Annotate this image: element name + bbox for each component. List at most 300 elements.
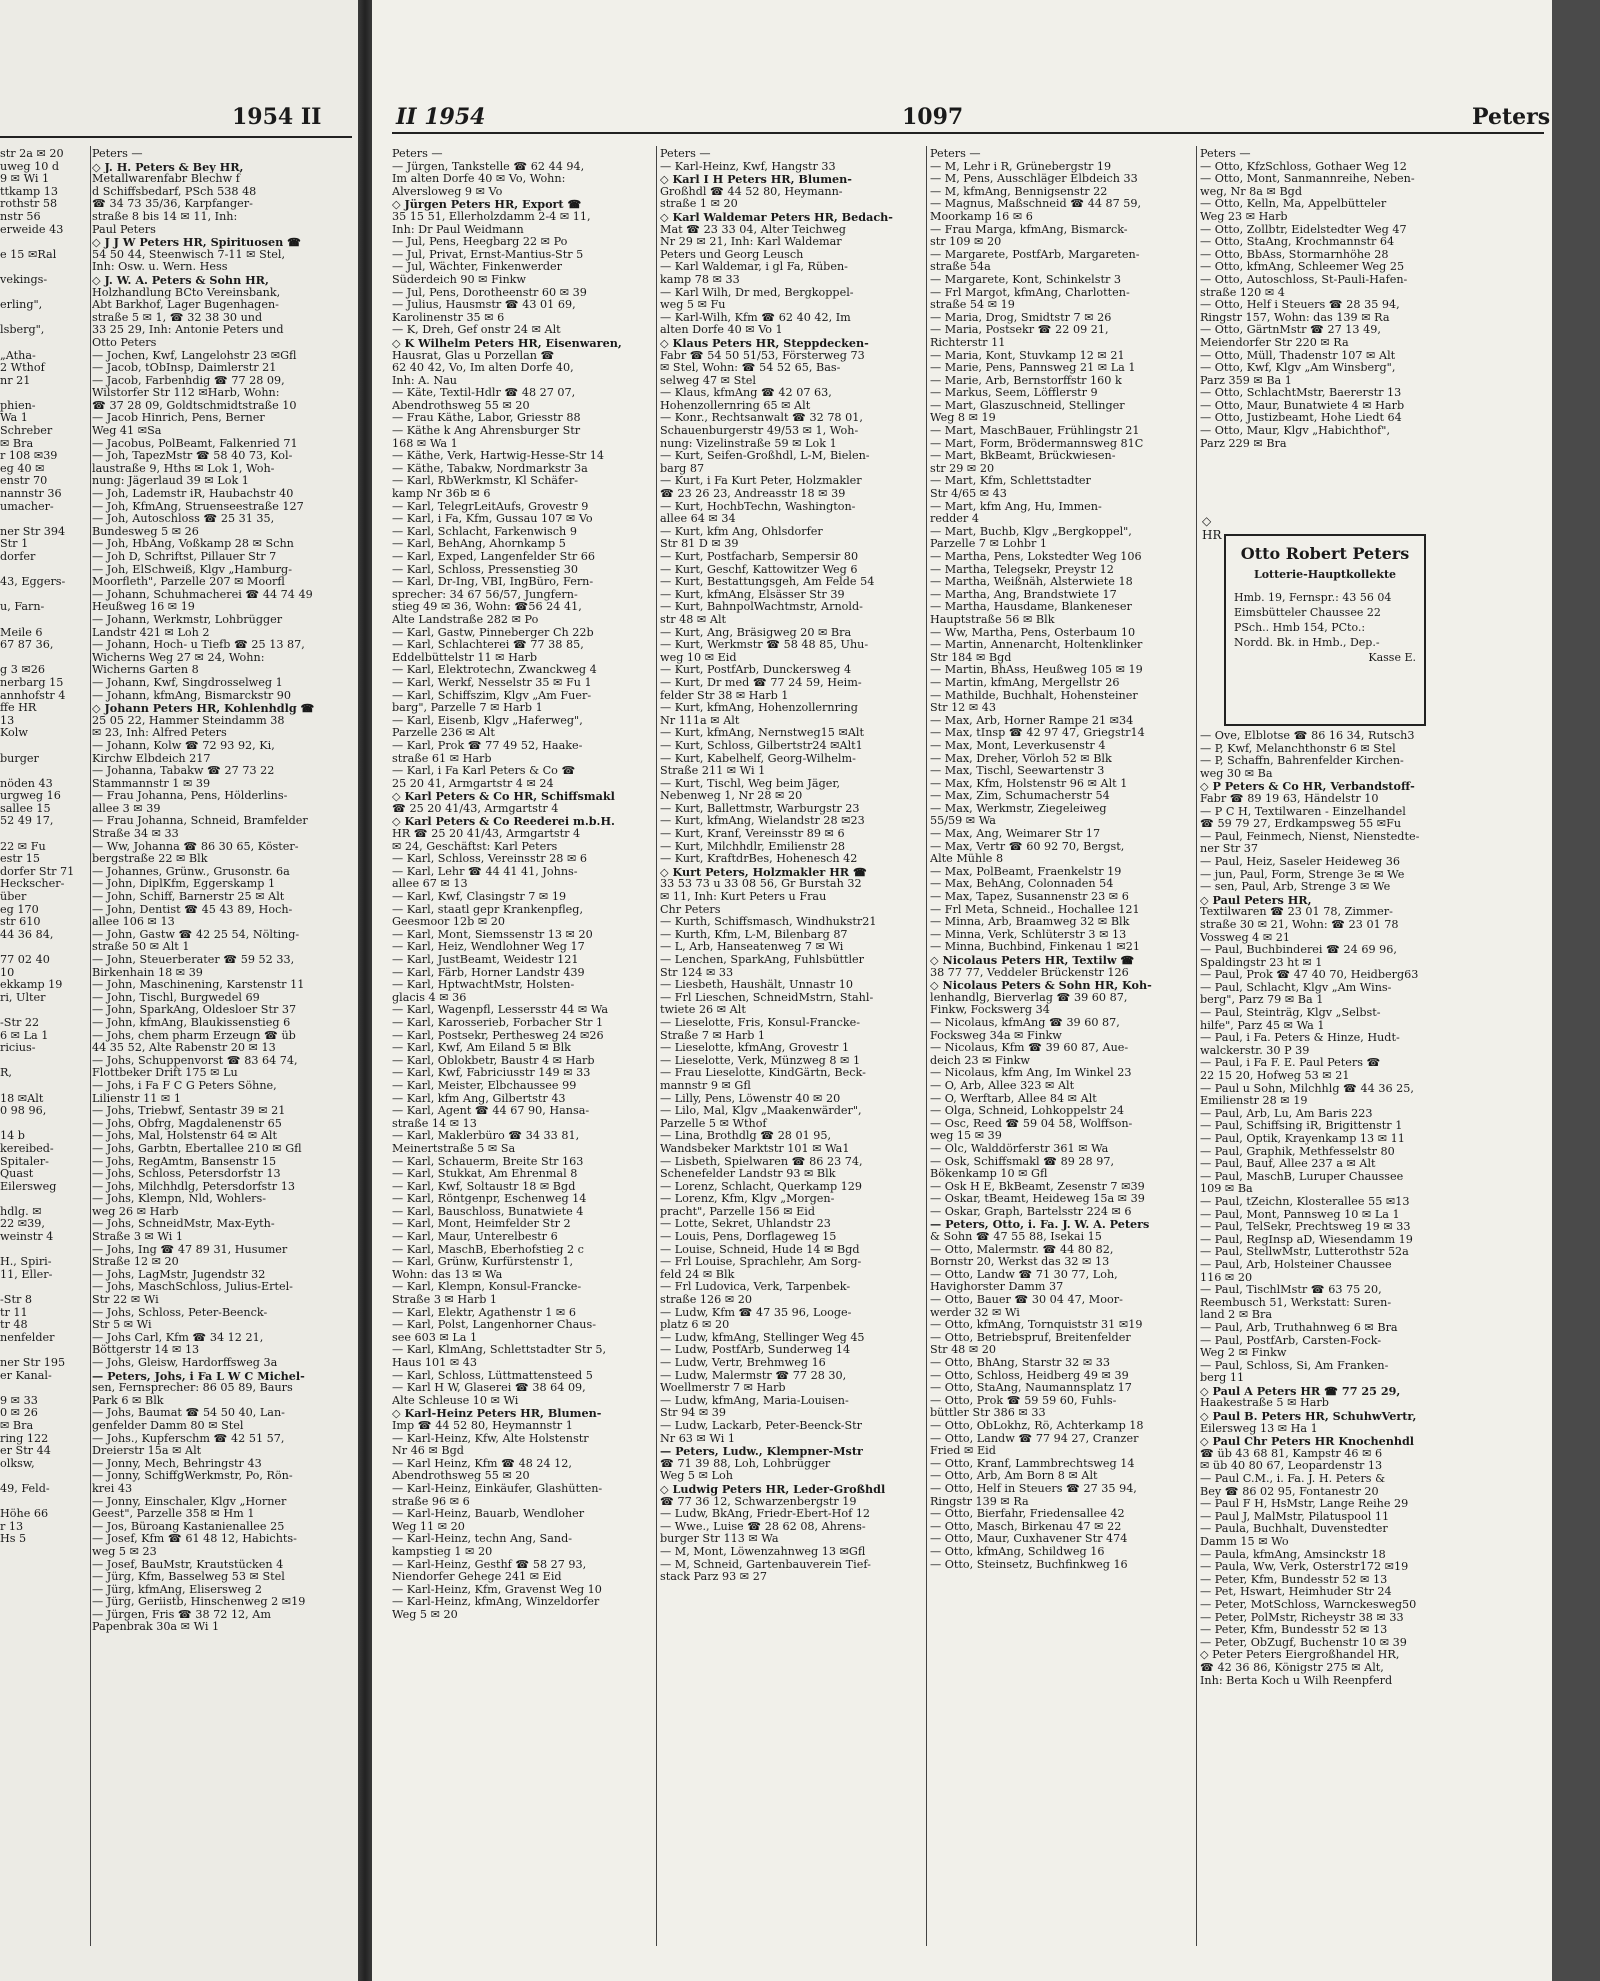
directory-entry-line: — Johs, SchneidMstr, Max-Eyth- bbox=[92, 1218, 275, 1231]
left-edge-line: er Kanal- bbox=[0, 1368, 52, 1382]
directory-entry-line: — Johann, Hoch- u Tiefb ☎ 25 13 87, bbox=[92, 639, 305, 652]
directory-entry-line: — Liesbeth, Haushält, Unnastr 10 bbox=[660, 979, 854, 992]
directory-entry-line: ◇ K Wilhelm Peters HR, Eisenwaren, bbox=[392, 336, 622, 350]
directory-entry-line: werder 32 ✉ Wi bbox=[930, 1306, 1020, 1319]
directory-entry-line: — Frl Margot, kfmAng, Charlotten- bbox=[930, 286, 1130, 299]
directory-entry-line: — Peter, MotSchloss, Warnckesweg50 bbox=[1200, 1598, 1417, 1611]
directory-entry-line: — Martin, kfmAng, Mergellstr 26 bbox=[930, 676, 1120, 689]
directory-entry-line: — Karl, Dr-Ing, VBI, IngBüro, Fern- bbox=[392, 576, 594, 589]
directory-entry-line: — Karl, Gastw, Pinneberger Ch 22b bbox=[392, 626, 594, 639]
directory-entry-line: Eilersweg 13 ✉ Ha 1 bbox=[1200, 1422, 1318, 1435]
left-edge-line: enstr 70 bbox=[0, 474, 48, 488]
directory-entry-line: — Otto, kfmAng, Tornquiststr 31 ✉19 bbox=[930, 1319, 1143, 1332]
directory-entry-line: büttler Str 386 ✉ 33 bbox=[930, 1407, 1046, 1420]
directory-entry-line: — Lieselotte, Fris, Konsul-Francke- bbox=[660, 1016, 861, 1029]
directory-entry-line: — Kurt, Dr med ☎ 77 24 59, Heim- bbox=[660, 676, 862, 689]
directory-entry-line: Haakestraße 5 ✉ Harb bbox=[1200, 1397, 1329, 1410]
directory-entry-line: Stammannstr 1 ✉ 39 bbox=[92, 777, 211, 790]
directory-column-4-bottom bbox=[1200, 730, 1462, 1687]
directory-entry-line: Vossweg 4 ✉ 21 bbox=[1200, 931, 1291, 944]
directory-entry-line: Böttgerstr 14 ✉ 13 bbox=[92, 1344, 200, 1357]
directory-entry-line: 54 50 44, Steenwisch 7-11 ✉ Stel, bbox=[92, 248, 285, 261]
directory-entry-line: — Johs, Garbtn, Ebertallee 210 ✉ Gfl bbox=[92, 1142, 302, 1155]
directory-entry-line: — Max, Tapez, Susannenstr 23 ✉ 6 bbox=[930, 891, 1129, 904]
directory-entry-line: Emilienstr 28 ✉ 19 bbox=[1200, 1095, 1308, 1108]
directory-entry-line: — Kurt, Kranf, Vereinsstr 89 ✉ 6 bbox=[660, 828, 845, 841]
left-edge-line: Str 1 bbox=[0, 537, 29, 551]
directory-entry-line: str 29 ✉ 20 bbox=[930, 462, 995, 475]
directory-entry-line: — Karl, Kwf, Fabriciusstr 149 ✉ 33 bbox=[392, 1067, 591, 1080]
directory-entry-line: — Max, Tischl, Seewartenstr 3 bbox=[930, 765, 1105, 778]
left-edge-line: Höhe 66 bbox=[0, 1507, 49, 1521]
directory-entry-line: mannstr 9 ✉ Gfl bbox=[660, 1079, 751, 1092]
directory-entry-line: — sen, Paul, Arb, Strenge 3 ✉ We bbox=[1200, 881, 1391, 894]
directory-entry-line: allee 64 ✉ 34 bbox=[660, 513, 736, 526]
directory-entry-line: — Ludw, BkAng, Friedr-Ebert-Hof 12 bbox=[660, 1508, 871, 1521]
directory-entry-line: Parzelle 236 ✉ Alt bbox=[392, 727, 495, 740]
left-edge-line: Heckscher- bbox=[0, 877, 65, 891]
directory-entry-line: genfelder Damm 80 ✉ Stel bbox=[92, 1419, 244, 1432]
directory-entry-line: — Otto, Zollbtr, Eidelstedter Weg 47 bbox=[1200, 223, 1407, 236]
directory-entry-line: Nr 111a ✉ Alt bbox=[660, 714, 740, 727]
directory-entry-line: Peters — bbox=[92, 148, 143, 160]
directory-entry-line: Str 22 ✉ Wi bbox=[92, 1294, 159, 1307]
directory-entry-line: — Karl, Kwf, Clasingstr 7 ✉ 19 bbox=[392, 891, 567, 904]
directory-entry-line: ◇ Nicolaus Peters HR, Textilw ☎ bbox=[930, 954, 1135, 967]
directory-entry-line: — Kurt, Geschf, Kattowitzer Weg 6 bbox=[660, 563, 858, 576]
left-edge-line: weinstr 4 bbox=[0, 1230, 54, 1244]
left-edge-line: nenfelder bbox=[0, 1330, 55, 1344]
directory-entry-line: — Mart, BkBeamt, Brückwiesen- bbox=[930, 450, 1116, 463]
directory-entry-line: — Karl, KlmAng, Schlettstadter Str 5, bbox=[392, 1344, 607, 1357]
directory-entry-line: Geest", Parzelle 358 ✉ Hm 1 bbox=[92, 1508, 255, 1521]
left-edge-line: ✉ Bra bbox=[0, 1418, 34, 1432]
directory-entry-line: — Paul, Steinträg, Klgv „Selbst- bbox=[1200, 1007, 1381, 1020]
directory-entry-line: Niendorfer Gehege 241 ✉ Eid bbox=[392, 1571, 562, 1584]
directory-entry-line: Bökenkamp 10 ✉ Gfl bbox=[930, 1168, 1048, 1181]
directory-entry-line: — Paul, Bauf, Allee 237 a ✉ Alt bbox=[1200, 1158, 1376, 1171]
directory-entry-line: — Karl, MaschB, Eberhofstieg 2 c bbox=[392, 1243, 584, 1256]
directory-entry-line: 25 05 22, Hammer Steindamm 38 bbox=[92, 714, 285, 727]
directory-entry-line: laustraße 9, Hths ✉ Lok 1, Woh- bbox=[92, 462, 275, 475]
directory-entry-line: — Otto, ObLokhz, Rö, Achterkamp 18 bbox=[930, 1419, 1144, 1432]
directory-entry-line: Wilstorfer Str 112 ✉Harb, Wohn: bbox=[92, 387, 280, 400]
left-edge-line: ttkamp 13 bbox=[0, 184, 59, 198]
directory-entry-line: — Kurt, kfm Ang, Ohlsdorfer bbox=[660, 525, 823, 538]
left-edge-line: ring 122 bbox=[0, 1431, 49, 1445]
running-head: Peters bbox=[1472, 104, 1551, 130]
left-edge-line: er Str 44 bbox=[0, 1444, 51, 1458]
left-edge-line: 0 98 96, bbox=[0, 1104, 47, 1118]
directory-entry-line: Str 124 ✉ 33 bbox=[660, 966, 734, 979]
directory-entry-line: Str 48 ✉ 20 bbox=[930, 1344, 997, 1357]
directory-entry-line: straße 1 ✉ 20 bbox=[660, 198, 738, 211]
directory-entry-line: — Otto, BbAss, Stormarnhöhe 28 bbox=[1200, 248, 1389, 261]
directory-entry-line: — Lieselotte, kfmAng, Grovestr 1 bbox=[660, 1042, 850, 1055]
directory-entry-line: Lilienstr 11 ✉ 1 bbox=[92, 1092, 181, 1105]
directory-entry-line: Hausrat, Glas u Porzellan ☎ bbox=[392, 349, 555, 362]
directory-entry-line: — Karl, Färb, Horner Landstr 439 bbox=[392, 966, 585, 979]
left-edge-line: tr 11 bbox=[0, 1305, 28, 1319]
directory-entry-line: — John, DiplKfm, Eggerskamp 1 bbox=[92, 878, 276, 891]
directory-entry-line: — Otto, Autoschloss, St-Pauli-Hafen- bbox=[1200, 273, 1408, 286]
directory-entry-line: ◇ J J W Peters HR, Spirituosen ☎ bbox=[92, 236, 302, 249]
directory-entry-line: — Otto, SchlachtMstr, Baererstr 13 bbox=[1200, 387, 1402, 400]
directory-entry-line: — Otto, Maur, Klgv „Habichthof", bbox=[1200, 425, 1391, 438]
directory-entry-line: Bornstr 20, Werkst das 32 ✉ 13 bbox=[930, 1256, 1110, 1269]
directory-entry-line: ◇ Karl Peters & Co Reederei m.b.H. bbox=[392, 815, 615, 829]
directory-entry-line: — Kurt, Milchhdlr, Emilienstr 28 bbox=[660, 840, 845, 853]
directory-entry-line: ◇ Jürgen Peters HR, Export ☎ bbox=[392, 198, 582, 211]
directory-entry-line: — Nicolaus, kfm Ang, Im Winkel 23 bbox=[930, 1067, 1132, 1080]
directory-entry-line: — Johs, Milchhdlg, Petersdorfstr 13 bbox=[92, 1180, 295, 1193]
directory-entry-line: — M, Mont, Löwenzahnweg 13 ✉Gfl bbox=[660, 1545, 866, 1558]
directory-entry-line: — Otto, Betriebspruf, Breitenfelder bbox=[930, 1331, 1131, 1344]
directory-entry-line: — Karl H W, Glaserei ☎ 38 64 09, bbox=[392, 1382, 586, 1395]
directory-entry-line: — Joh, ElSchweiß, Klgv „Hamburg- bbox=[92, 563, 292, 576]
left-edge-line: 0 ✉ 26 bbox=[0, 1406, 38, 1420]
directory-entry-line: ◇ Paul B. Peters HR, SchuhwVertr, bbox=[1200, 1410, 1417, 1423]
left-edge-line: ffe HR bbox=[0, 701, 37, 715]
directory-entry-line: — K, Dreh, Gef onstr 24 ✉ Alt bbox=[392, 324, 561, 337]
directory-entry-line: straße 61 ✉ Harb bbox=[392, 752, 492, 765]
directory-entry-line: — O, Arb, Allee 323 ✉ Alt bbox=[930, 1079, 1075, 1092]
directory-entry-line: Focksweg 34a ✉ Finkw bbox=[930, 1029, 1062, 1042]
directory-entry-line: — Paul, Arb, Lu, Am Baris 223 bbox=[1200, 1107, 1373, 1120]
directory-entry-line: 33 25 29, Inh: Antonie Peters und bbox=[92, 324, 284, 337]
header-rule bbox=[392, 132, 1544, 134]
directory-entry-line: ◇ Karl Peters & Co HR, Schiffsmakl bbox=[392, 790, 615, 803]
left-edge-line: str 610 bbox=[0, 915, 41, 929]
directory-entry-line: — Paul, Optik, Krayenkamp 13 ✉ 11 bbox=[1200, 1133, 1405, 1145]
directory-entry-line: Weg 5 ✉ 20 bbox=[392, 1608, 458, 1621]
directory-entry-line: — Karl, Bauschloss, Bunatwiete 4 bbox=[392, 1205, 584, 1218]
directory-entry-line: Moorfleth", Parzelle 207 ✉ Moorfl bbox=[92, 576, 285, 589]
directory-entry-line: — Karl, Meister, Elbchaussee 99 bbox=[392, 1079, 577, 1092]
directory-entry-line: Im alten Dorfe 40 ✉ Vo, Wohn: bbox=[392, 173, 566, 186]
directory-entry-line: allee 106 ✉ 13 bbox=[92, 916, 175, 929]
directory-entry-line: — Jul, Pens, Heegbarg 22 ✉ Po bbox=[392, 236, 568, 249]
directory-entry-line: 22 15 20, Hofweg 53 ✉ 21 bbox=[1200, 1070, 1350, 1083]
directory-entry-line: — Karl, Werkf, Nesselstr 35 ✉ Fu 1 bbox=[392, 676, 592, 689]
directory-entry-line: 55/59 ✉ Wa bbox=[930, 815, 996, 828]
left-edge-line bbox=[0, 828, 90, 841]
directory-entry-line: weg 15 ✉ 39 bbox=[930, 1130, 1002, 1143]
directory-entry-line: — Karl, Mont, Heimfelder Str 2 bbox=[392, 1218, 571, 1231]
directory-entry-line: — Paul, Heiz, Saseler Heideweg 36 bbox=[1200, 855, 1400, 868]
directory-entry-line: — Paul, RegInsp aD, Wiesendamm 19 bbox=[1200, 1233, 1413, 1246]
directory-entry-line: Hauptstraße 56 ✉ Blk bbox=[930, 613, 1055, 626]
left-page bbox=[0, 0, 358, 1981]
directory-entry-line: Straße 211 ✉ Wi 1 bbox=[660, 765, 766, 778]
directory-entry-line: Alte Mühle 8 bbox=[930, 853, 1004, 866]
directory-entry-line: alten Dorfe 40 ✉ Vo 1 bbox=[660, 324, 783, 337]
directory-entry-line: — Kurt, Seifen-Großhdl, L-M, Bielen- bbox=[660, 450, 870, 463]
directory-entry-line: Finkw, Fockswerg 34 bbox=[930, 1004, 1050, 1017]
left-edge-line: über bbox=[0, 890, 27, 904]
left-edge-line: r 13 bbox=[0, 1519, 24, 1533]
ad-line-4: Nordd. Bk. in Hmb., Dep.- bbox=[1234, 636, 1380, 649]
left-edge-line: Wa 1 bbox=[0, 411, 28, 425]
directory-entry-line: walckerstr. 30 P 39 bbox=[1200, 1044, 1310, 1057]
directory-entry-line: hilfe", Parz 45 ✉ Wa 1 bbox=[1200, 1019, 1325, 1032]
directory-entry-line: Flottbeker Drift 175 ✉ Lu bbox=[92, 1067, 238, 1080]
directory-entry-line: — Josef, BauMstr, Krautstücken 4 bbox=[92, 1558, 284, 1571]
directory-entry-line: — Karl-Heinz, Einkäufer, Glashütten- bbox=[392, 1482, 603, 1495]
directory-entry-line: — Paul u Sohn, Milchhlg ☎ 44 36 25, bbox=[1200, 1082, 1414, 1095]
directory-entry-line: straße 96 ✉ 6 bbox=[392, 1495, 470, 1508]
directory-entry-line: — Frau Käthe, Labor, Griesstr 88 bbox=[392, 412, 581, 425]
directory-entry-line: — Kurt, HochbTechn, Washington- bbox=[660, 500, 856, 513]
directory-entry-line: — P C H, Textilwaren - Einzelhandel bbox=[1200, 805, 1406, 818]
directory-entry-line: — M, Pens, Ausschläger Elbdeich 33 bbox=[930, 173, 1138, 186]
directory-entry-line: — Pet, Hswart, Heimhuder Str 24 bbox=[1200, 1586, 1392, 1599]
directory-entry-line: — Karl-Heinz, Kwf, Hangstr 33 bbox=[660, 160, 836, 173]
directory-entry-line: — Kurth, Kfm, L-M, Bilenbarg 87 bbox=[660, 928, 848, 941]
directory-entry-line: — Otto, Arb, Am Born 8 ✉ Alt bbox=[930, 1470, 1098, 1483]
directory-entry-line: — Kurt, kfmAng, Hohenzollernring bbox=[660, 702, 858, 715]
directory-entry-line: — Otto, Bauer ☎ 30 04 47, Moor- bbox=[930, 1294, 1123, 1307]
directory-entry-line: — Otto, Justizbeamt, Hohe Liedt 64 bbox=[1200, 412, 1402, 425]
directory-entry-line: — Max, Kfm, Holstenstr 96 ✉ Alt 1 bbox=[930, 777, 1128, 790]
directory-entry-line: — Jochen, Kwf, Langelohstr 23 ✉Gfl bbox=[92, 349, 297, 362]
directory-entry-line: — Paul, MaschB, Luruper Chaussee bbox=[1200, 1170, 1404, 1183]
directory-entry-line: ☎ 25 20 41/43, Armgartstr 4 bbox=[392, 802, 559, 815]
directory-entry-line: — Maria, Drog, Smidtstr 7 ✉ 26 bbox=[930, 311, 1112, 324]
directory-entry-line: — Johs, LagMstr, Jugendstr 32 bbox=[92, 1268, 266, 1281]
directory-entry-line: barg 87 bbox=[660, 462, 705, 475]
directory-entry-line: — Johs, MaschSchloss, Julius-Ertel- bbox=[92, 1281, 293, 1294]
directory-entry-line: — Jacobus, PolBeamt, Falkenried 71 bbox=[92, 437, 298, 450]
directory-entry-line: — Frl Meta, Schneid., Hochallee 121 bbox=[930, 903, 1140, 916]
directory-entry-line: — Johs, Schuppenvorst ☎ 83 64 74, bbox=[92, 1054, 298, 1067]
directory-entry-line: — Karl, RbWerkmstr, Kl Schäfer- bbox=[392, 475, 578, 488]
directory-entry-line: — Karl, TelegrLeitAufs, Grovestr 9 bbox=[392, 500, 589, 513]
directory-entry-line: Parz 229 ✉ Bra bbox=[1200, 437, 1287, 450]
directory-entry-line: — Frau Marga, kfmAng, Bismarck- bbox=[930, 223, 1128, 236]
directory-entry-line: Imp ☎ 44 52 80, Heymannstr 1 bbox=[392, 1419, 573, 1432]
directory-entry-line: Weg 23 ✉ Harb bbox=[1200, 210, 1288, 223]
column-divider-3 bbox=[1196, 146, 1197, 1946]
directory-entry-line: — M, Schneid, Gartenbauverein Tief- bbox=[660, 1558, 871, 1571]
left-edge-line: 9 ✉ Wi 1 bbox=[0, 172, 50, 186]
directory-entry-line: redder 4 bbox=[930, 513, 979, 526]
directory-entry-line: — Ove, Elblotse ☎ 86 16 34, Rutsch3 bbox=[1200, 730, 1415, 742]
directory-column-2 bbox=[660, 148, 924, 1584]
directory-entry-line: — Minna, Verk, Schlüterstr 3 ✉ 13 bbox=[930, 928, 1127, 941]
directory-entry-line: — Karl, Kwf, Am Eiland 5 ✉ Blk bbox=[392, 1042, 571, 1055]
directory-entry-line: Abendrothsweg 55 ✉ 20 bbox=[392, 1470, 530, 1483]
left-column-divider bbox=[90, 146, 91, 1946]
left-edge-line: vekings- bbox=[0, 272, 48, 286]
directory-entry-line: — Otto, kfmAng, Schildweg 16 bbox=[930, 1545, 1105, 1558]
directory-entry-line: — Johs Carl, Kfm ☎ 34 12 21, bbox=[92, 1331, 264, 1344]
directory-entry-line: — Karl, Lehr ☎ 44 41 41, Johns- bbox=[392, 865, 578, 878]
directory-entry-line: — Ww, Martha, Pens, Osterbaum 10 bbox=[930, 626, 1136, 639]
directory-entry-line: Spaldingstr 23 ht ✉ 1 bbox=[1200, 956, 1323, 969]
directory-entry-line: — Karl, Schloss, Pressenstieg 30 bbox=[392, 563, 579, 576]
left-edge-line: annhofstr 4 bbox=[0, 688, 66, 702]
directory-entry-line: — Otto, Landw ☎ 77 94 27, Cranzer bbox=[930, 1432, 1139, 1445]
directory-entry-line: Alte Landstraße 282 ✉ Po bbox=[392, 613, 539, 626]
directory-entry-line: — Josef, Kfm ☎ 61 48 12, Habichts- bbox=[92, 1533, 297, 1546]
directory-entry-line: — Kurt, Ang, Bräsigweg 20 ✉ Bra bbox=[660, 626, 852, 639]
directory-entry-line: berg", Parz 79 ✉ Ba 1 bbox=[1200, 994, 1324, 1007]
directory-entry-line: — Karl, Klempn, Konsul-Francke- bbox=[392, 1281, 582, 1294]
directory-entry-line: — Jul, Wächter, Finkenwerder bbox=[392, 261, 562, 274]
book-gutter bbox=[358, 0, 372, 1981]
left-edge-line: kereibed- bbox=[0, 1141, 54, 1155]
lottery-advertisement bbox=[1224, 534, 1426, 726]
directory-entry-line: — Johs, Gleisw, Hardorffsweg 3a bbox=[92, 1357, 278, 1369]
directory-entry-line: ◇ J. H. Peters & Bey HR, bbox=[92, 160, 244, 174]
directory-entry-line: ☎ 77 36 12, Schwarzenbergstr 19 bbox=[660, 1495, 857, 1508]
directory-entry-line: — Osk, Schiffsmakl ☎ 89 28 97, bbox=[930, 1155, 1115, 1168]
directory-entry-line: — M, kfmAng, Bennigsenstr 22 bbox=[930, 185, 1108, 198]
directory-entry-line: ☎ üb 43 68 81, Kampstr 46 ✉ 6 bbox=[1200, 1447, 1383, 1460]
left-edge-line bbox=[0, 1193, 90, 1206]
directory-entry-line: Str 81 D ✉ 39 bbox=[660, 538, 739, 551]
directory-entry-line: — Karl, Kwf, Soltaustr 18 ✉ Bgd bbox=[392, 1180, 576, 1193]
directory-entry-line: — Johannes, Grünw., Grusonstr. 6a bbox=[92, 865, 290, 878]
column-divider-1 bbox=[656, 146, 657, 1946]
directory-entry-line: — Otto, kfmAng, Schleemer Weg 25 bbox=[1200, 261, 1405, 274]
left-edge-line: uweg 10 d bbox=[0, 159, 60, 173]
directory-entry-line: — Joh, Autoschloss ☎ 25 31 35, bbox=[92, 513, 275, 526]
directory-entry-line: — Paul, Prok ☎ 47 40 70, Heidberg63 bbox=[1200, 969, 1419, 982]
directory-entry-line: — Karl, i Fa, Kfm, Gussau 107 ✉ Vo bbox=[392, 513, 593, 526]
left-edge-line: 9 ✉ 33 bbox=[0, 1393, 38, 1407]
left-edge-line: ekkamp 19 bbox=[0, 978, 63, 992]
directory-entry-line: Weg 41 ✉Sa bbox=[92, 425, 162, 438]
left-edge-line: rothstr 58 bbox=[0, 197, 58, 211]
right-page-header-left: II 1954 bbox=[396, 104, 486, 130]
directory-entry-line: — Karl, i Fa Karl Peters & Co ☎ bbox=[392, 765, 576, 778]
directory-entry-line: — Karl, HptwachtMstr, Holsten- bbox=[392, 979, 575, 992]
directory-entry-line: stieg 49 ✉ 36, Wohn: ☎56 24 41, bbox=[392, 601, 582, 614]
directory-entry-line: d Schiffsbedarf, PSch 538 48 bbox=[92, 185, 257, 198]
directory-entry-line: — Lorenz, Kfm, Klgv „Morgen- bbox=[660, 1193, 835, 1206]
directory-entry-line: weg 5 ✉ 23 bbox=[92, 1545, 157, 1558]
directory-entry-line: — Paul, i Fa F. E. Paul Peters ☎ bbox=[1200, 1057, 1381, 1070]
directory-entry-line: Weg 2 ✉ Finkw bbox=[1200, 1347, 1287, 1360]
directory-entry-line: — Johs, Schloss, Petersdorfstr 13 bbox=[92, 1168, 281, 1181]
left-edge-line: eg 170 bbox=[0, 902, 39, 916]
left-edge-line: urgweg 16 bbox=[0, 789, 61, 803]
directory-column-3 bbox=[930, 148, 1192, 1571]
directory-entry-line: Meiendorfer Str 220 ✉ Ra bbox=[1200, 336, 1349, 349]
directory-entry-line: — Otto, GärtnMstr ☎ 27 13 49, bbox=[1200, 324, 1381, 337]
directory-entry-line: — Kurt, Bestattungsgeh, Am Felde 54 bbox=[660, 576, 875, 589]
directory-entry-line: — Karl-Heinz, Kfw, Alte Holstenstr bbox=[392, 1432, 589, 1445]
ad-line-5: Kasse E. bbox=[1368, 651, 1416, 664]
directory-entry-line: straße 50 ✉ Alt 1 bbox=[92, 941, 190, 954]
directory-entry-line: — Olga, Schneid, Lohkoppelstr 24 bbox=[930, 1105, 1125, 1118]
directory-entry-line: nung: Jägerlaud 39 ✉ Lok 1 bbox=[92, 475, 249, 488]
directory-entry-line: Alte Schleuse 10 ✉ Wi bbox=[392, 1394, 519, 1407]
directory-entry-line: barg", Parzelle 7 ✉ Harb 1 bbox=[392, 702, 543, 715]
directory-entry-line: Nebenweg 1, Nr 28 ✉ 20 bbox=[660, 790, 803, 803]
directory-entry-line: — Paul, Graphik, Methfesselstr 80 bbox=[1200, 1145, 1395, 1158]
directory-entry-line: — Otto, Masch, Birkenau 47 ✉ 22 bbox=[930, 1520, 1122, 1533]
directory-entry-line: — Joh, HbAng, Voßkamp 28 ✉ Schn bbox=[92, 538, 294, 551]
directory-entry-line: — L, Arb, Hanseatenweg 7 ✉ Wi bbox=[660, 941, 844, 954]
directory-entry-line: felder Str 38 ✉ Harb 1 bbox=[660, 689, 789, 702]
directory-entry-line: straße 5 ✉ 1, ☎ 32 38 30 und bbox=[92, 311, 263, 324]
directory-entry-line: Straße 12 ✉ 20 bbox=[92, 1256, 179, 1269]
directory-entry-line: 116 ✉ 20 bbox=[1200, 1271, 1253, 1284]
directory-entry-line: ✉ Stel, Wohn: ☎ 54 52 65, Bas- bbox=[660, 362, 841, 375]
directory-entry-line: Peters — bbox=[660, 148, 711, 160]
directory-entry-line: allee 67 ✉ 13 bbox=[392, 878, 468, 891]
directory-entry-line: — Johann, kfmAng, Bismarckstr 90 bbox=[92, 689, 292, 702]
directory-entry-line: — Lilo, Mal, Klgv „Maakenwärder", bbox=[660, 1105, 862, 1118]
directory-entry-line: ◇ Ludwig Peters HR, Leder-Großhdl bbox=[660, 1482, 886, 1496]
directory-entry-line: — Karl, JustBeamt, Weidestr 121 bbox=[392, 954, 579, 966]
directory-entry-line: — Ludw, Kfm ☎ 47 35 96, Looge- bbox=[660, 1306, 852, 1319]
directory-entry-line: Nr 29 ✉ 21, Inh: Karl Waldemar bbox=[660, 236, 842, 249]
directory-entry-line: — Louise, Schneid, Hude 14 ✉ Bgd bbox=[660, 1243, 860, 1256]
directory-entry-line: Abendrothsweg 55 ✉ 20 bbox=[392, 399, 530, 412]
left-edge-line: nannstr 36 bbox=[0, 487, 62, 501]
directory-entry-line: — Karl, Röntgenpr, Eschenweg 14 bbox=[392, 1193, 587, 1206]
directory-entry-line: straße 14 ✉ 13 bbox=[392, 1117, 477, 1130]
directory-entry-line: sprecher: 34 67 56/57, Jungfern- bbox=[392, 588, 578, 601]
directory-entry-line: selweg 47 ✉ Stel bbox=[660, 374, 756, 387]
directory-entry-line: — Paul, Buchbinderei ☎ 24 69 96, bbox=[1200, 944, 1397, 957]
left-edge-line: Meile 6 bbox=[0, 625, 43, 639]
left-edge-line: 67 87 36, bbox=[0, 638, 54, 652]
directory-entry-line: str 48 ✉ Alt bbox=[660, 613, 727, 626]
directory-column-4-top bbox=[1200, 148, 1462, 450]
directory-entry-line: Schenefelder Landstr 93 ✉ Blk bbox=[660, 1168, 836, 1181]
directory-entry-line: 35 15 51, Ellerholzdamm 2-4 ✉ 11, bbox=[392, 210, 591, 223]
directory-entry-line: — Joh, KfmAng, Struenseestraße 127 bbox=[92, 500, 304, 513]
directory-entry-line: — Jürg, Kfm, Basselweg 53 ✉ Stel bbox=[92, 1571, 285, 1584]
directory-entry-line: Textilwaren ☎ 23 01 78, Zimmer- bbox=[1200, 906, 1393, 919]
directory-entry-line: — Max, BehAng, Colonnaden 54 bbox=[930, 878, 1114, 891]
directory-entry-line: ☎ 71 39 88, Loh, Lohbrügger bbox=[660, 1457, 831, 1470]
left-edge-line: 22 ✉ Fu bbox=[0, 839, 46, 853]
directory-entry-line: kampstieg 1 ✉ 20 bbox=[392, 1545, 493, 1558]
directory-entry-line: — Nicolaus, Kfm ☎ 39 60 87, Aue- bbox=[930, 1042, 1129, 1055]
directory-entry-line: — Martha, Weißnäh, Alsterwiete 18 bbox=[930, 576, 1133, 589]
left-edge-line: sallee 15 bbox=[0, 801, 51, 815]
directory-entry-line: 38 77 77, Veddeler Brückenstr 126 bbox=[930, 966, 1129, 979]
directory-entry-line: — Kurth, Schiffsmasch, Windhukstr21 bbox=[660, 916, 877, 929]
directory-entry-line: feld 24 ✉ Blk bbox=[660, 1268, 735, 1281]
directory-entry-line: — jun, Paul, Form, Strenge 3e ✉ We bbox=[1200, 868, 1405, 881]
left-edge-line: 11, Eller- bbox=[0, 1267, 53, 1281]
directory-entry-line: Süderdeich 90 ✉ Finkw bbox=[392, 273, 527, 286]
directory-entry-line: kamp Nr 36b ✉ 6 bbox=[392, 488, 491, 501]
directory-entry-line: Wohn: das 13 ✉ Wa bbox=[392, 1268, 503, 1281]
directory-entry-line: Straße 3 ✉ Harb 1 bbox=[392, 1294, 498, 1307]
ad-line-2: Eimsbütteler Chaussee 22 bbox=[1234, 606, 1381, 619]
directory-entry-line: — Peters, Ludw., Klempner-Mstr bbox=[660, 1445, 863, 1458]
directory-entry-line: Eddelbüttelstr 11 ✉ Harb bbox=[392, 651, 538, 664]
directory-entry-line: — Johann, Kwf, Singdrosselweg 1 bbox=[92, 676, 283, 689]
directory-entry-line: ✉ 23, Inh: Alfred Peters bbox=[92, 727, 227, 740]
directory-entry-line: — Frl Lieschen, SchneidMstrn, Stahl- bbox=[660, 991, 874, 1004]
directory-entry-line: ◇ P Peters & Co HR, Verbandstoff- bbox=[1200, 780, 1415, 793]
directory-entry-line: Ringstr 139 ✉ Ra bbox=[930, 1495, 1029, 1508]
directory-entry-line: — Paul, TischlMstr ☎ 63 75 20, bbox=[1200, 1284, 1382, 1297]
directory-entry-line: — John, SparkAng, Oldesloer Str 37 bbox=[92, 1004, 297, 1017]
directory-entry-line: — Otto, StaAng, Krochmannstr 64 bbox=[1200, 236, 1395, 249]
directory-entry-line: — Max, Mont, Leverkusenstr 4 bbox=[930, 739, 1106, 752]
left-edge-line: 22 ✉39, bbox=[0, 1217, 45, 1231]
